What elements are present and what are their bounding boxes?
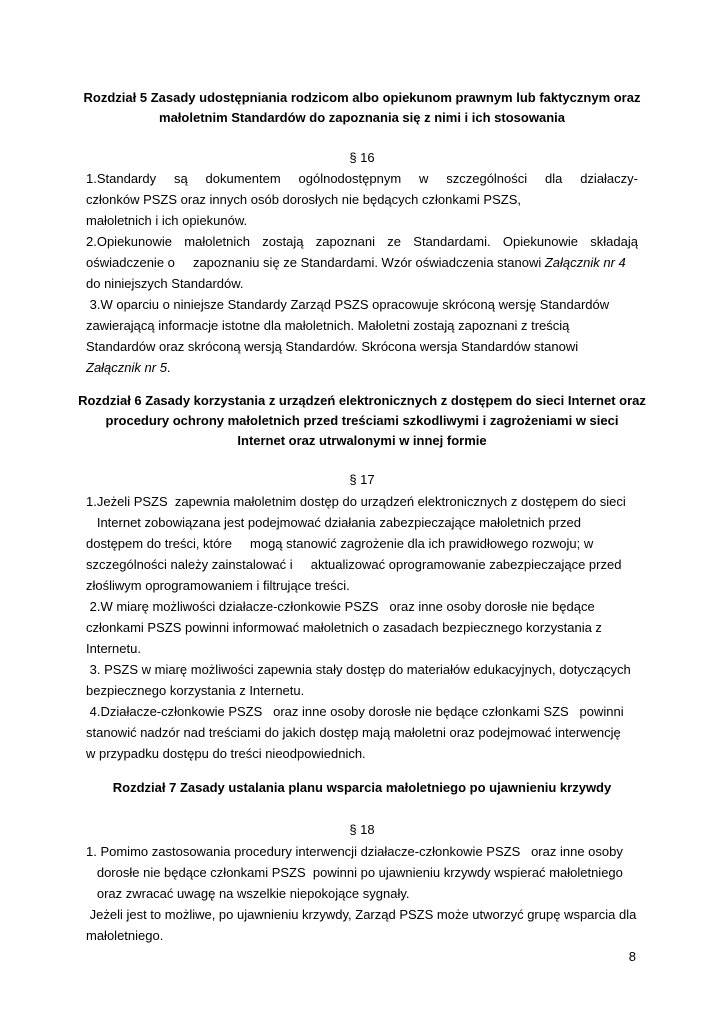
paragraph-line: małoletnich i ich opiekunów. (86, 213, 248, 228)
paragraph-line: zawierającą informacje istotne dla małoletnich. Małoletni zostają zapoznani z treścią (86, 318, 570, 333)
chapter-7-title: Rozdział 7 Zasady ustalania planu wsparcia małoletniego po ujawnieniu krzywdy (112, 780, 612, 795)
paragraph-line: 1.Jeżeli PSZS zapewnia małoletnim dostęp do urządzeń elektronicznych z dostępem do sieci (86, 494, 626, 509)
paragraph-line: 2.W miarę możliwości działacze-członkowie PSZS oraz inne osoby dorosłe nie będące (86, 599, 595, 614)
paragraph-line: członków PSZS oraz innych osób dorosłych nie będących członkami PSZS, (86, 192, 521, 207)
chapter-6-title-line-3: Internet oraz utrwalonymi w innej formie (237, 433, 487, 448)
paragraph-line: Standardów oraz skróconą wersją Standardów. Skrócona wersja Standardów stanowi (86, 339, 579, 354)
paragraph-line: Internet zobowiązana jest podejmować działania zabezpieczające małoletnich przed (86, 515, 582, 530)
attachment-4-reference: Załącznik nr 4 (544, 255, 626, 270)
attachment-5-reference: Załącznik nr 5 (86, 360, 167, 375)
section-18-heading: § 18 (349, 822, 375, 837)
chapter-6-title-line-2: procedury ochrony małoletnich przed treściami szkodliwymi i zagrożeniami w sieci (105, 413, 619, 428)
paragraph-line: oświadczenie o zapoznaniu się ze Standardami. Wzór oświadczenia stanowi Załącznik nr 4 (86, 255, 626, 270)
paragraph-line: stanowić nadzór nad treściami do jakich dostęp mają małoletni oraz podejmować interwencję (86, 725, 621, 740)
paragraph-line: oraz zwracać uwagę na wszelkie niepokojące sygnały. (86, 886, 410, 901)
paragraph-line: Jeżeli jest to możliwe, po ujawnieniu krzywdy, Zarząd PSZS może utworzyć grupę wsparcia dla (86, 907, 637, 922)
paragraph-line: 1. Pomimo zastosowania procedury interwencji działacze-członkowie PSZS oraz inne osoby (86, 844, 623, 859)
page-number: 8 (628, 949, 636, 964)
paragraph-line: 4.Działacze-członkowie PSZS oraz inne osoby dorosłe nie będące członkami SZS powinni (86, 704, 624, 719)
section-16-heading: § 16 (349, 150, 375, 165)
paragraph-line: 3. PSZS w miarę możliwości zapewnia stały dostęp do materiałów edukacyjnych, dotyczących (86, 662, 631, 677)
paragraph-line: członkami PSZS powinni informować małoletnich o zasadach bezpiecznego korzystania z (86, 620, 602, 635)
chapter-6-title-line-1: Rozdział 6 Zasady korzystania z urządzeń elektronicznych z dostępem do sieci Internet oraz (78, 393, 646, 408)
paragraph-line: dostępem do treści, które mogą stanowić zagrożenie dla ich prawidłowego rozwoju; w (86, 536, 594, 551)
chapter-5-title-line-1: Rozdział 5 Zasady udostępniania rodzicom albo opiekunom prawnym lub faktycznym oraz (83, 90, 641, 105)
paragraph-line: Internetu. (86, 641, 141, 656)
paragraph-line: małoletniego. (86, 928, 164, 943)
paragraph-line: szczególności należy zainstalować i aktualizować oprogramowanie zabezpieczające przed (86, 557, 622, 572)
paragraph-line: dorosłe nie będące członkami PSZS powinni po ujawnieniu krzywdy wspierać małoletniego (86, 865, 623, 880)
chapter-5-title-line-2: małoletnim Standardów do zapoznania się z nimi i ich stosowania (159, 110, 565, 125)
paragraph-line: złośliwym oprogramowaniem i filtrujące treści. (86, 578, 350, 593)
paragraph-line: 2.Opiekunowie małoletnich zostają zapoznani ze Standardami. Opiekunowie składają (86, 234, 638, 249)
paragraph-line: 3.W oparciu o niniejsze Standardy Zarząd PSZS opracowuje skróconą wersję Standardów (86, 297, 610, 312)
paragraph-line: 1.Standardy są dokumentem ogólnodostępnym w szczególności dla działaczy- (86, 171, 638, 186)
paragraph-line: bezpiecznego korzystania z Internetu. (86, 683, 305, 698)
section-17-heading: § 17 (349, 472, 375, 487)
paragraph-line: w przypadku dostępu do treści nieodpowiednich. (86, 746, 366, 761)
paragraph-line: Załącznik nr 5. (86, 360, 171, 375)
paragraph-line: do niniejszych Standardów. (86, 276, 244, 291)
